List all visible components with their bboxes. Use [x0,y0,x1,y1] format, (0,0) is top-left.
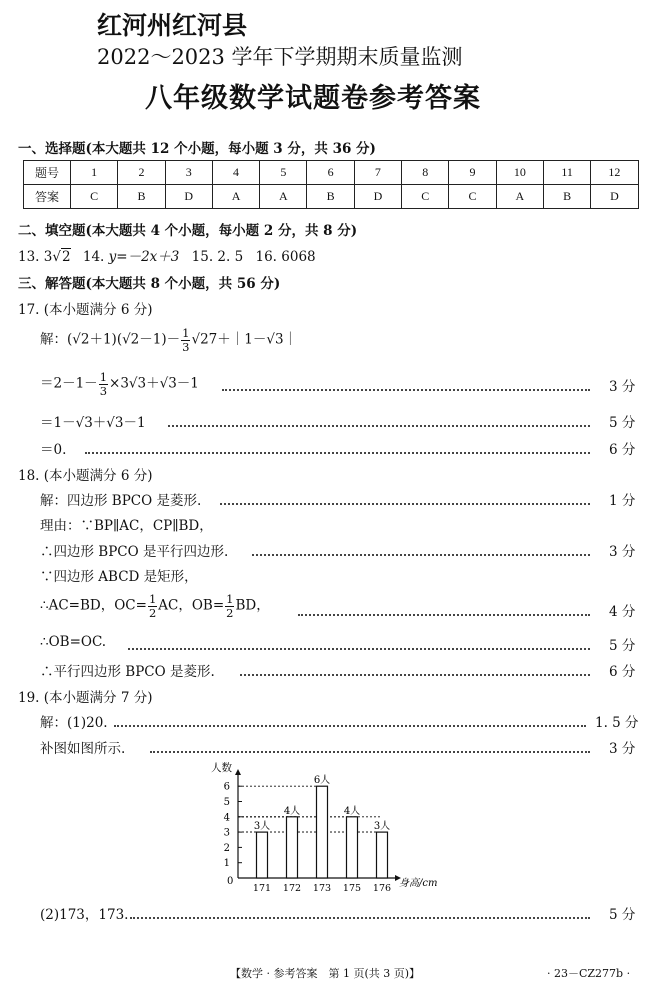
y-tick-label: 2 [223,842,230,854]
table-cell: A [260,185,307,209]
fraction [225,593,234,619]
table-cell: D [354,185,401,209]
q17-line4: ＝0. [40,442,67,458]
q19-line3: (2)173，173. [40,907,129,923]
table-row-answers [24,185,639,209]
frac-den: 2 [148,605,157,620]
answer-13: 13. 3 [18,249,53,265]
q17-line2 [40,371,199,397]
dot-leader [168,425,590,427]
bar [257,832,268,878]
frac-den: 3 [99,383,108,398]
footer-code: · 23－CZ277b · [547,967,631,980]
y-tick-label: 6 [223,781,230,793]
x-axis-label: 身高/cm [399,878,438,889]
score: 3 分 [609,741,636,757]
frac-num: 1 [182,326,190,340]
q18-line3: ∴四边形 BPCO 是平行四边形. [40,544,229,560]
table-cell: B [543,185,590,209]
y-tick-label: 1 [223,858,230,870]
table-cell: D [165,185,212,209]
table-cell: 6 [307,161,354,185]
answer-16: 16. 6068 [255,249,316,265]
q17-title: 17. (本小题满分 6 分) [18,302,153,318]
x-tick-label: 176 [372,883,392,894]
table-cell: 5 [260,161,307,185]
frac-num: 1 [99,370,108,384]
dot-leader [85,452,590,454]
dot-leader [298,614,590,616]
q18-line4: ∵四边形 ABCD 是矩形， [40,569,198,585]
table-cell: D [591,185,638,209]
answer-15: 15. 2. 5 [191,249,244,265]
dot-leader [252,554,590,556]
table-cell: 9 [449,161,496,185]
fraction [181,327,190,353]
score: 3 分 [609,379,636,395]
dot-leader [128,648,590,650]
frac-den: 2 [226,605,234,620]
table-cell: 1 [71,161,118,185]
answer-14: y=－2x＋3 [108,249,180,265]
bar-data-label: 3人 [253,821,271,833]
frac-num: 1 [226,592,234,606]
origin-label: 0 [227,876,234,887]
q17-expr-b: √27＋｜1－√3｜ [191,331,298,348]
table-row-numbers [24,161,639,185]
section1-heading: 一、选择题(本大题共 12 个小题，每小题 3 分，共 36 分) [18,141,376,157]
frac-num: 1 [148,592,157,606]
q19-line1: 解：(1)20. [40,715,108,731]
y-axis-label: 人数 [211,762,232,774]
solve-label: 解： [40,331,67,348]
dot-leader [130,917,590,919]
bar [287,817,298,878]
table-label-number: 题号 [24,161,71,185]
bar [377,832,388,878]
x-tick-label: 175 [342,883,362,894]
height-frequency-bar-chart [205,753,455,898]
dot-leader [114,725,586,727]
score: 1. 5 分 [595,715,639,731]
section3-heading: 三、解答题(本大题共 8 个小题，共 56 分) [18,276,281,292]
q18-title: 18. (本小题满分 6 分) [18,468,153,484]
score: 5 分 [609,907,636,923]
q17-line3: ＝1－√3＋√3－1 [40,415,146,431]
table-cell: 8 [402,161,449,185]
table-cell: C [449,185,496,209]
y-tick-label: 3 [223,827,230,839]
answer-14-number: 14. [82,249,105,265]
bar-data-label: 4人 [283,805,301,817]
table-cell: 2 [118,161,165,185]
term-title: 2022～2023 学年下学期期末质量监测 [97,45,463,69]
bar-data-label: 4人 [343,805,361,817]
q19-line2: 补图如图所示. [40,741,126,757]
dot-leader [222,389,590,391]
table-label-answer: 答案 [24,185,71,209]
bar [347,817,358,878]
table-cell: B [118,185,165,209]
q18-expr-b: AC，OB= [158,597,225,614]
table-cell: 4 [212,161,259,185]
footer-page-info: 【数学 · 参考答案 第 1 页(共 3 页)】 [230,967,421,980]
table-cell: 12 [591,161,638,185]
answer-table [23,160,639,209]
bar-data-label: 3人 [373,821,391,833]
fraction [148,593,157,619]
table-cell: C [402,185,449,209]
y-tick-label: 4 [223,812,230,824]
q17-step2-a: ＝2－1－ [40,375,98,392]
q19-title: 19. (本小题满分 7 分) [18,690,153,706]
dot-leader [220,503,590,505]
table-cell: B [307,185,354,209]
q17-expr-a: (√2＋1)(√2－1)－ [67,331,181,348]
region-title: 红河州红河县 [97,11,248,40]
q18-line7: ∴平行四边形 BPCO 是菱形. [40,664,215,680]
fill-in-answers [18,245,316,265]
x-tick-label: 171 [252,883,272,894]
table-cell: C [71,185,118,209]
q18-line6: ∴OB=OC. [40,634,107,650]
y-axis-arrow [235,769,241,775]
sqrt-radical: √ [52,249,61,265]
q18-line1: 解：四边形 BPCO 是菱形. [40,493,202,509]
fraction [99,371,108,397]
y-tick-label: 5 [223,797,230,808]
table-cell: 10 [496,161,543,185]
x-tick-label: 173 [312,883,332,894]
score: 4 分 [609,604,636,620]
dot-leader [240,674,590,676]
q18-expr-a: ∴AC=BD，OC= [40,597,147,614]
q18-line5 [40,593,270,619]
q18-expr-c: BD， [235,597,270,614]
score: 6 分 [609,442,636,458]
bar-data-label: 6人 [313,775,331,787]
table-cell: A [496,185,543,209]
bar [317,786,328,878]
table-cell: 3 [165,161,212,185]
answer-13-radicand: 2 [61,249,71,265]
table-cell: 11 [543,161,590,185]
score: 5 分 [609,638,636,654]
section2-heading: 二、填空题(本大题共 4 个小题，每小题 2 分，共 8 分) [18,223,358,239]
table-cell: A [212,185,259,209]
q18-line2: 理由：∵BP∥AC，CP∥BD， [40,518,213,534]
score: 6 分 [609,664,636,680]
q17-step2-b: ×3√3＋√3－1 [109,375,199,392]
q17-line1 [40,327,297,353]
x-tick-label: 172 [282,883,302,894]
page-title: 八年级数学试题卷参考答案 [145,83,481,114]
score: 3 分 [609,544,636,560]
score: 5 分 [609,415,636,431]
score: 1 分 [609,493,636,509]
frac-den: 3 [182,339,190,354]
table-cell: 7 [354,161,401,185]
